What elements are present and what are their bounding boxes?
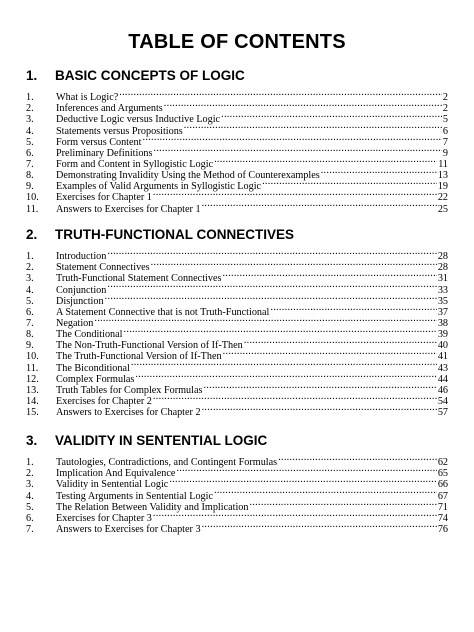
entry-number: 11. [26, 203, 39, 215]
entry-number: 2. [26, 468, 34, 480]
entry-number: 8. [26, 329, 34, 341]
page-title: TABLE OF CONTENTS [128, 31, 346, 53]
entry-title: Demonstrating Invalidity Using the Method of Counterexamples [56, 170, 320, 182]
entry-page-number: 11 [438, 158, 448, 170]
entry-number: 13. [26, 384, 39, 396]
entry-title: Disjunction [56, 295, 104, 307]
dot-leader [223, 348, 437, 359]
dot-leader [262, 178, 437, 189]
entry-number: 10. [26, 192, 39, 204]
entry-title: Preliminary Definitions [56, 147, 153, 159]
chapter-section [26, 433, 448, 535]
dot-leader [214, 487, 437, 498]
entry-title: Truth Tables for Complex Formulas [56, 384, 203, 396]
entry-number: 11. [26, 362, 39, 374]
entry-number: 14. [26, 395, 39, 407]
entry-page-number: 33 [437, 284, 448, 296]
entry-page-number: 39 [437, 329, 448, 341]
entry-title: The Non-Truth-Functional Version of If-Then [56, 340, 243, 352]
entry-title: Answers to Exercises for Chapter 1 [56, 203, 201, 215]
entry-number: 5. [26, 295, 34, 307]
entry-title: Exercises for Chapter 2 [56, 395, 152, 407]
entry-number: 6. [26, 147, 34, 159]
chapter-heading [26, 227, 448, 242]
entry-page-number: 41 [437, 351, 448, 363]
entry-number: 1. [26, 92, 34, 104]
entry-number: 6. [26, 306, 34, 318]
dot-leader [278, 454, 437, 465]
chapter-title: VALIDITY IN SENTENTIAL LOGIC [55, 433, 268, 448]
toc-entry[interactable] [26, 89, 448, 104]
entry-title: Examples of Valid Arguments in Syllogistic Logic [56, 181, 262, 193]
entry-title: Form versus Content [56, 136, 142, 148]
dot-leader [153, 145, 441, 156]
entry-page-number: 19 [437, 181, 448, 193]
entry-number: 7. [26, 523, 34, 535]
dot-leader [203, 382, 436, 393]
dot-leader [124, 326, 437, 337]
chapter-section [26, 227, 448, 419]
entry-page-number: 76 [437, 523, 448, 535]
chapter-number: 3. [26, 433, 38, 448]
entry-number: 1. [26, 457, 34, 469]
entry-title: Introduction [56, 251, 107, 263]
dot-leader [119, 89, 442, 100]
entry-title: Testing Arguments in Sentential Logic [56, 490, 213, 502]
entry-page-number: 67 [437, 490, 448, 502]
entry-page-number: 71 [437, 501, 448, 513]
entry-title: The Relation Between Validity and Implication [56, 501, 249, 513]
dot-leader [321, 167, 437, 178]
dot-leader [105, 293, 437, 304]
entry-page-number: 6 [442, 125, 448, 137]
entry-title: The Biconditional [56, 362, 130, 374]
entry-number: 9. [26, 340, 34, 352]
chapter-heading [26, 68, 448, 83]
entry-page-number: 37 [437, 306, 448, 318]
entry-number: 3. [26, 273, 34, 285]
chapter-title: TRUTH-FUNCTIONAL CONNECTIVES [55, 227, 294, 242]
entry-page-number: 31 [437, 273, 448, 285]
dot-leader [153, 510, 437, 521]
dot-leader [151, 259, 437, 270]
dot-leader [202, 521, 437, 532]
dot-leader [176, 465, 436, 476]
entry-title: Statement Connectives [56, 262, 150, 274]
entry-page-number: 65 [437, 468, 448, 480]
entry-title: Validity in Sentential Logic [56, 479, 169, 491]
dot-leader [221, 111, 442, 122]
entry-page-number: 62 [437, 457, 448, 469]
entry-number: 4. [26, 490, 34, 502]
entry-number: 4. [26, 125, 34, 137]
entry-number: 5. [26, 501, 34, 513]
entry-number: 6. [26, 512, 34, 524]
entry-page-number: 74 [437, 512, 448, 524]
entry-number: 3. [26, 479, 34, 491]
entry-page-number: 2 [442, 103, 448, 115]
dot-leader [222, 270, 436, 281]
entry-page-number: 7 [442, 136, 448, 148]
entry-title: Tautologies, Contradictions, and Contingent Formulas [56, 457, 278, 469]
entry-number: 10. [26, 351, 39, 363]
entry-page-number: 22 [437, 192, 448, 204]
chapter-title: BASIC CONCEPTS OF LOGIC [55, 68, 245, 83]
entry-page-number: 35 [437, 295, 448, 307]
dot-leader [94, 315, 436, 326]
entry-title: Statements versus Propositions [56, 125, 183, 137]
entry-title: Conjunction [56, 284, 107, 296]
entry-page-number: 2 [442, 92, 448, 104]
entry-number: 1. [26, 251, 34, 263]
chapter-number: 2. [26, 227, 38, 242]
chapter-number: 1. [26, 68, 38, 83]
entry-page-number: 9 [442, 147, 448, 159]
entry-page-number: 5 [442, 114, 448, 126]
entry-page-number: 54 [437, 395, 448, 407]
entry-number: 2. [26, 103, 34, 115]
entry-number: 12. [26, 373, 39, 385]
entry-number: 7. [26, 158, 34, 170]
entry-title: Truth-Functional Statement Connectives [56, 273, 222, 285]
dot-leader [169, 476, 436, 487]
entry-title: Exercises for Chapter 3 [56, 512, 152, 524]
dot-leader [107, 248, 436, 259]
dot-leader [153, 393, 437, 404]
toc-entry[interactable] [26, 454, 448, 469]
chapter-section [26, 68, 448, 215]
dot-leader [107, 281, 436, 292]
entry-page-number: 40 [437, 340, 448, 352]
dot-leader [164, 100, 442, 111]
toc-entry-list [26, 248, 448, 419]
dot-leader [270, 304, 436, 315]
entry-title: Inferences and Arguments [56, 103, 163, 115]
entry-title: Exercises for Chapter 1 [56, 192, 152, 204]
chapter-heading [26, 433, 448, 448]
dot-leader [214, 156, 437, 167]
entry-title: A Statement Connective that is not Truth-Functional [56, 306, 270, 318]
entry-title: Implication And Equivalence [56, 468, 176, 480]
dot-leader [135, 371, 436, 382]
entry-page-number: 57 [437, 407, 448, 419]
dot-leader [249, 499, 436, 510]
entry-title: The Conditional [56, 329, 123, 341]
entry-page-number: 44 [437, 373, 448, 385]
entry-title: What is Logic? [56, 92, 119, 104]
dot-leader [184, 122, 442, 133]
entry-title: Form and Content in Syllogistic Logic [56, 158, 214, 170]
entry-page-number: 38 [437, 317, 448, 329]
entry-page-number: 43 [437, 362, 448, 374]
entry-title: Deductive Logic versus Inductive Logic [56, 114, 221, 126]
entry-number: 3. [26, 114, 34, 126]
entry-page-number: 13 [437, 170, 448, 182]
dot-leader [153, 189, 437, 200]
dot-leader [202, 404, 437, 415]
dot-leader [202, 200, 437, 211]
entry-title: Answers to Exercises for Chapter 2 [56, 407, 201, 419]
entry-number: 7. [26, 317, 34, 329]
entry-title: The Truth-Functional Version of If-Then [56, 351, 222, 363]
dot-leader [142, 134, 441, 145]
entry-page-number: 28 [437, 262, 448, 274]
entry-page-number: 28 [437, 251, 448, 263]
dot-leader [131, 359, 437, 370]
entry-number: 5. [26, 136, 34, 148]
entry-number: 8. [26, 170, 34, 182]
dot-leader [244, 337, 437, 348]
entry-page-number: 66 [437, 479, 448, 491]
entry-number: 4. [26, 284, 34, 296]
entry-number: 15. [26, 407, 39, 419]
entry-number: 9. [26, 181, 34, 193]
entry-number: 2. [26, 262, 34, 274]
toc-entry-list [26, 89, 448, 215]
entry-title: Negation [56, 317, 94, 329]
toc-entry-list [26, 454, 448, 535]
entry-page-number: 25 [437, 203, 448, 215]
entry-page-number: 46 [437, 384, 448, 396]
entry-title: Complex Formulas [56, 373, 135, 385]
entry-title: Answers to Exercises for Chapter 3 [56, 523, 201, 535]
toc-entry[interactable] [26, 248, 448, 263]
